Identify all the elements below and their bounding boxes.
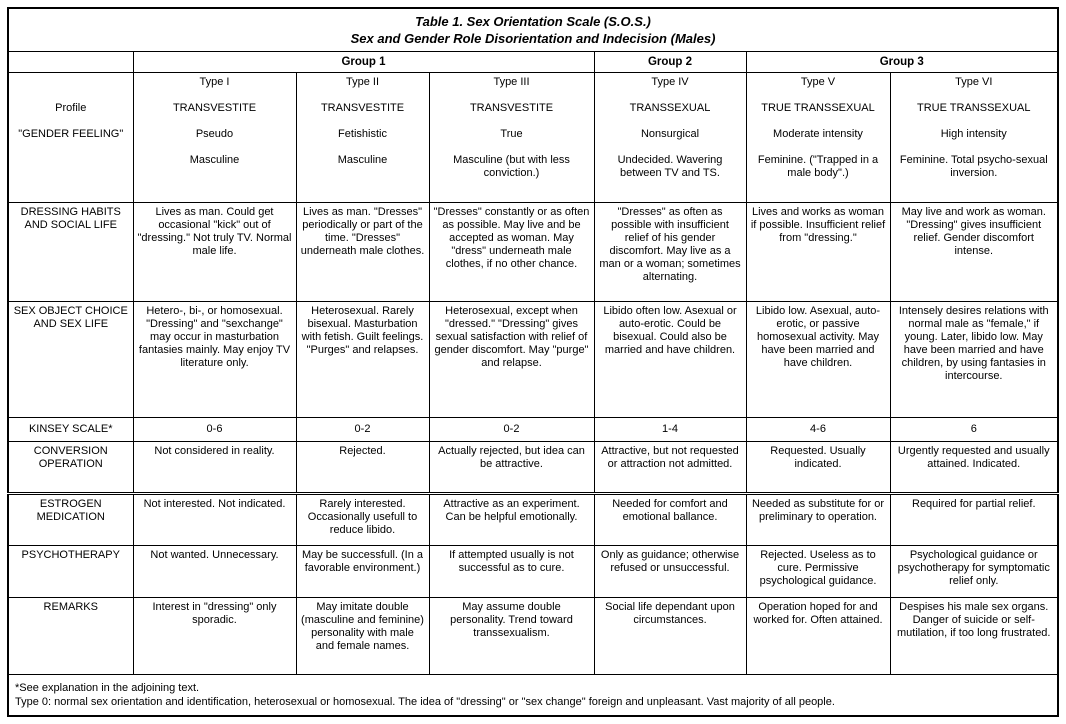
table-cell: Libido often low. Asexual or auto-erotic. Could be bisexual. Could also be married and have children. — [594, 301, 746, 417]
corner-cell — [8, 52, 133, 73]
table-cell: Only as guidance; otherwise refused or unsuccessful. — [594, 546, 746, 598]
profile-name: TRUE TRANSSEXUAL — [761, 102, 875, 115]
table-cell: If attempted usually is not successful as to cure. — [429, 546, 594, 598]
profile-row — [8, 73, 1058, 202]
table-cell: Heterosexual. Rarely bisexual. Masturbation with fetish. Guilt feelings. "Purges" and relapses. — [296, 301, 429, 417]
table-title-line2: Sex and Gender Role Disorientation and Indecision (Males) — [350, 31, 716, 47]
profile-feeling: Feminine. Total psycho-sexual inversion. — [899, 154, 1048, 180]
kinsey-scale-row — [8, 417, 1058, 441]
type-header: Type IV — [651, 76, 689, 89]
table-cell: 0-2 — [296, 417, 429, 441]
table-cell: Rarely interested. Occasionally usefull to reduce libido. — [296, 494, 429, 546]
table-cell: Needed for comfort and emotional ballance. — [594, 494, 746, 546]
spacer — [13, 76, 129, 102]
table-cell: Attractive, but not requested or attraction not admitted. — [594, 441, 746, 493]
table-cell: Needed as substitute for or preliminary to operation. — [746, 494, 890, 546]
table-cell: 0-6 — [133, 417, 296, 441]
footnotes — [8, 674, 1058, 716]
psychotherapy-row — [8, 546, 1058, 598]
profile-name: TRANSVESTITE — [469, 102, 554, 115]
table-cell: May imitate double (masculine and feminine) personality with male and female names. — [296, 598, 429, 674]
table-cell: Attractive as an experiment. Can be helpful emotionally. — [429, 494, 594, 546]
profile-name: TRUE TRANSSEXUAL — [917, 102, 1031, 115]
table-cell: Interest in "dressing" only sporadic. — [133, 598, 296, 674]
sex-object-choice-row — [8, 301, 1058, 417]
table-cell: Intensely desires relations with normal male as "female," if young. Later, libido low. May have been married and have children, by using fantasies in intercourse. — [890, 301, 1058, 417]
profile-cell-type-ii — [296, 73, 429, 202]
profile-feeling: Undecided. Wavering between TV and TS. — [617, 154, 723, 180]
profile-cell-type-iv — [594, 73, 746, 202]
group-3-header: Group 3 — [746, 52, 1058, 73]
profile-cell-type-vi — [890, 73, 1058, 202]
type-header: Type V — [800, 76, 836, 89]
profile-label: Profile — [55, 102, 87, 115]
estrogen-medication-row — [8, 494, 1058, 546]
table-cell: Required for partial relief. — [890, 494, 1058, 546]
row-label: KINSEY SCALE* — [8, 417, 133, 441]
type-header: Type III — [493, 76, 530, 89]
table-cell: May be successfull. (In a favorable environment.) — [296, 546, 429, 598]
profile-name: TRANSVESTITE — [172, 102, 257, 115]
profile-cell-type-i — [133, 73, 296, 202]
table-cell: Operation hoped for and worked for. Often attained. — [746, 598, 890, 674]
type-header: Type II — [345, 76, 380, 89]
profile-kind: Moderate intensity — [773, 128, 863, 141]
profile-cell-type-iii — [429, 73, 594, 202]
footnote-line2: Type 0: normal sex orientation and identification, heterosexual or homosexual. The idea of "dressing" or "sex change" foreign and unpleasant. Vast majority of all people. — [15, 695, 835, 708]
footnotes-row — [8, 674, 1058, 716]
profile-name: TRANSSEXUAL — [629, 102, 711, 115]
profile-feeling: Masculine (but with less conviction.) — [453, 154, 570, 180]
table-cell: Libido low. Asexual, auto-erotic, or passive homosexual activity. May have been married and have children. — [746, 301, 890, 417]
table-cell: Rejected. Useless as to cure. Permissive psychological guidance. — [746, 546, 890, 598]
table-cell: Psychological guidance or psychotherapy for symptomatic relief only. — [890, 546, 1058, 598]
profile-feeling: Feminine. ("Trapped in a male body".) — [757, 154, 879, 180]
row-label: CONVERSION OPERATION — [8, 441, 133, 493]
table-cell: 4-6 — [746, 417, 890, 441]
table-cell: "Dresses" constantly or as often as possible. May live and be accepted as woman. May "dress" underneath male clothes, if no other chance. — [429, 202, 594, 301]
profile-kind: Pseudo — [195, 128, 234, 141]
table-title-line1: Table 1. Sex Orientation Scale (S.O.S.) — [415, 14, 651, 30]
table-cell: Not considered in reality. — [133, 441, 296, 493]
table-cell: May assume double personality. Trend toward transsexualism. — [429, 598, 594, 674]
table-cell: Lives and works as woman if possible. Insufficient relief from "dressing." — [746, 202, 890, 301]
table-cell: Rejected. — [296, 441, 429, 493]
table-cell: Heterosexual, except when "dressed." "Dressing" gives sexual satisfaction with relief of gender discomfort. May "purge" and relapse. — [429, 301, 594, 417]
profile-kind: True — [500, 128, 523, 141]
table-cell: Actually rejected, but idea can be attractive. — [429, 441, 594, 493]
table-cell: Not wanted. Unnecessary. — [133, 546, 296, 598]
profile-feeling: Masculine — [189, 154, 240, 167]
conversion-operation-row — [8, 441, 1058, 493]
table-cell: Social life dependant upon circumstances. — [594, 598, 746, 674]
group-header-row — [8, 52, 1058, 73]
title-row — [8, 8, 1058, 52]
table-cell: Lives as man. "Dresses" periodically or part of the time. "Dresses" underneath male clothes. — [296, 202, 429, 301]
dressing-habits-row — [8, 202, 1058, 301]
table-title — [8, 8, 1058, 52]
table-cell: Hetero-, bi-, or homosexual. "Dressing" and "sexchange" may occur in masturbation fantasies mainly. May enjoy TV literature only. — [133, 301, 296, 417]
table-cell: 0-2 — [429, 417, 594, 441]
table-cell: Lives as man. Could get occasional "kick" out of "dressing." Not truly TV. Normal male life. — [133, 202, 296, 301]
profile-kind: High intensity — [940, 128, 1007, 141]
group-1-header: Group 1 — [133, 52, 594, 73]
row-label: DRESSING HABITS AND SOCIAL LIFE — [8, 202, 133, 301]
row-label: ESTROGEN MEDICATION — [8, 494, 133, 546]
table-cell: May live and work as woman. "Dressing" gives insufficient relief. Gender discomfort intense. — [890, 202, 1058, 301]
table-cell: Requested. Usually indicated. — [746, 441, 890, 493]
sos-table — [7, 7, 1059, 717]
table-cell: Urgently requested and usually attained. Indicated. — [890, 441, 1058, 493]
table-cell: 1-4 — [594, 417, 746, 441]
type-header: Type I — [199, 76, 230, 89]
table-cell: Despises his male sex organs. Danger of suicide or self-mutilation, if too long frustrated. — [890, 598, 1058, 674]
profile-cell-type-v — [746, 73, 890, 202]
table-cell: Not interested. Not indicated. — [133, 494, 296, 546]
group-2-header: Group 2 — [594, 52, 746, 73]
remarks-row — [8, 598, 1058, 674]
profile-feeling: Masculine — [337, 154, 388, 167]
footnote-line1: *See explanation in the adjoining text. — [15, 681, 200, 694]
profile-name: TRANSVESTITE — [320, 102, 405, 115]
row-label: PSYCHOTHERAPY — [8, 546, 133, 598]
table-cell: "Dresses" as often as possible with insufficient relief of his gender discomfort. May live as a man or a woman; sometimes alternating. — [594, 202, 746, 301]
profile-row-label — [8, 73, 133, 202]
gender-feeling-label: "GENDER FEELING" — [18, 128, 124, 141]
profile-kind: Fetishistic — [338, 128, 387, 141]
row-label: SEX OBJECT CHOICE AND SEX LIFE — [8, 301, 133, 417]
table-cell: 6 — [890, 417, 1058, 441]
row-label: REMARKS — [8, 598, 133, 674]
type-header: Type VI — [955, 76, 993, 89]
profile-kind: Nonsurgical — [640, 128, 700, 141]
